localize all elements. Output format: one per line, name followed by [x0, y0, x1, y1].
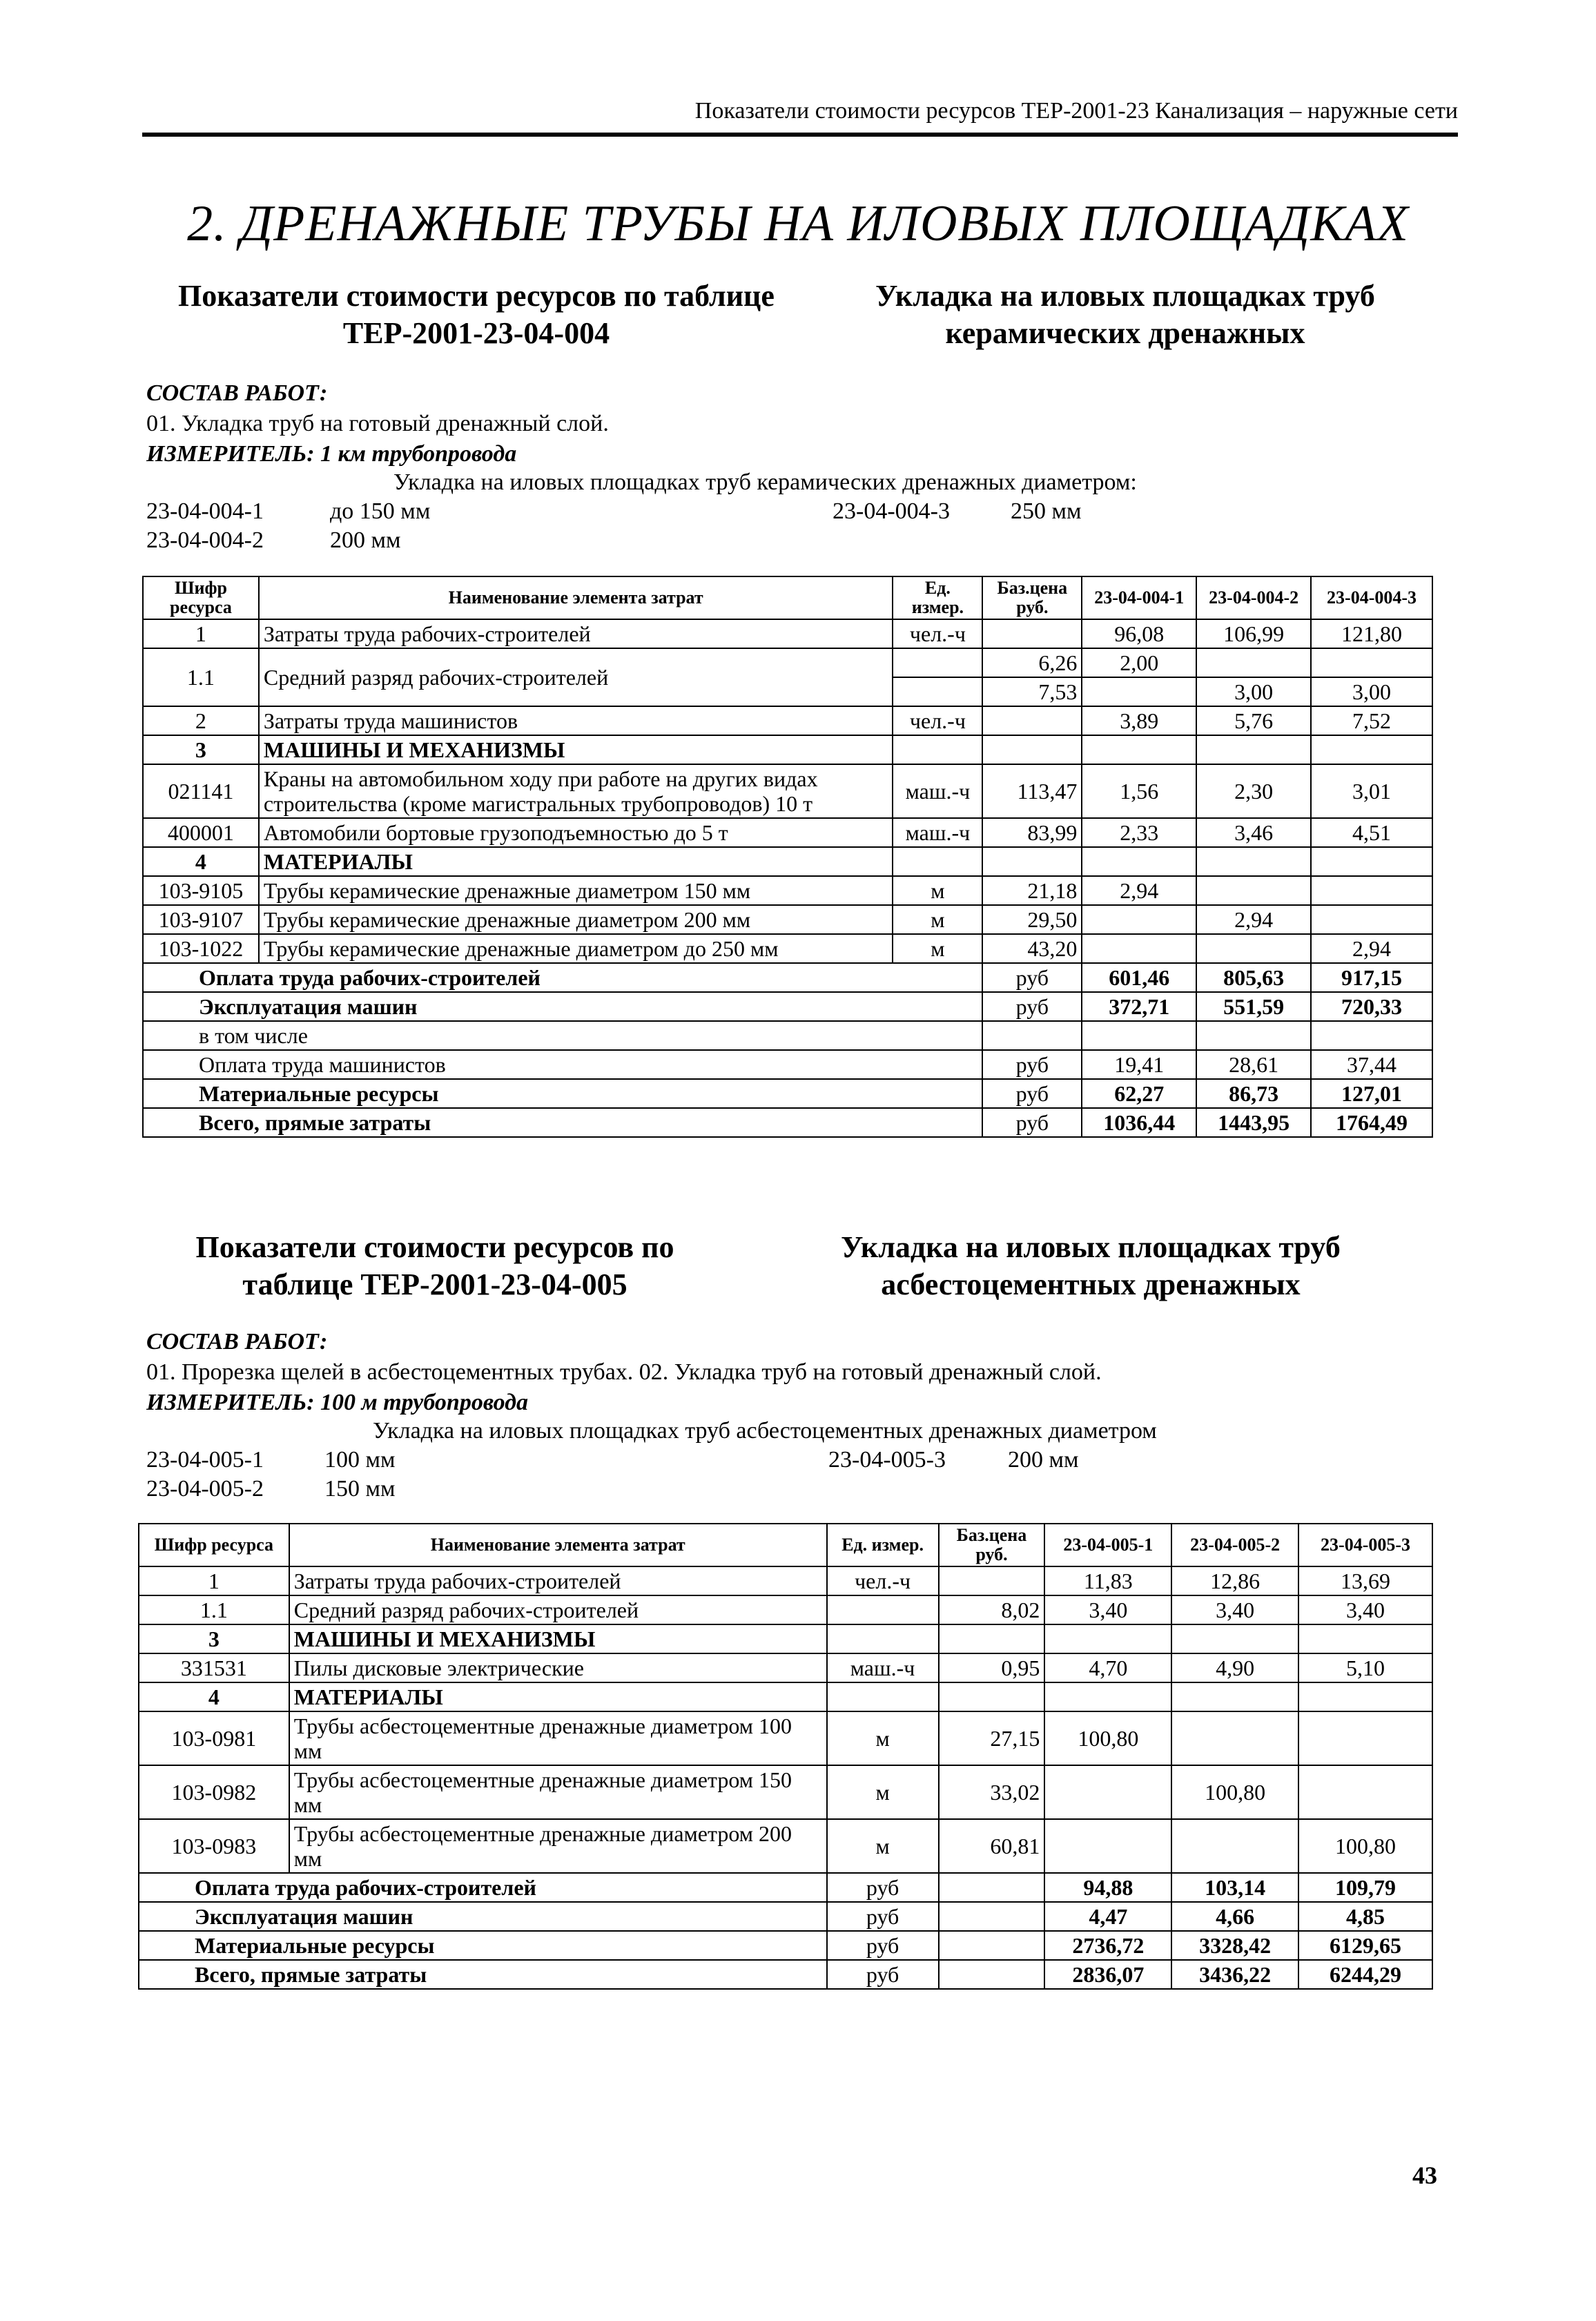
- cell-name: Затраты труда машинистов: [259, 706, 893, 735]
- table-header-row: [143, 576, 1432, 619]
- cell-value: [1196, 847, 1311, 876]
- table-row: [139, 1595, 1432, 1624]
- col-header: Баз.цена руб.: [982, 576, 1082, 619]
- cell-value: 3,46: [1196, 818, 1311, 847]
- variant-caption: Укладка на иловых площадках труб керамических дренажных диаметром:: [393, 469, 1137, 495]
- cell-name: Трубы керамические дренажные диаметром 200 мм: [259, 905, 893, 934]
- cell-value: [1171, 1819, 1298, 1873]
- cell-name: Затраты труда рабочих-строителей: [259, 619, 893, 648]
- col-header: Ед. измер.: [893, 576, 982, 619]
- col-header: 23-04-005-2: [1171, 1524, 1298, 1566]
- cell-name: МАШИНЫ И МЕХАНИЗМЫ: [259, 735, 893, 764]
- total-value: 19,41: [1082, 1050, 1196, 1079]
- work-title-2: [815, 1229, 1367, 1303]
- total-value: 127,01: [1311, 1079, 1432, 1108]
- table-ref-line: таблице ТЕР-2001-23-04-005: [242, 1268, 627, 1301]
- cell-unit: [827, 1624, 939, 1653]
- total-price: [939, 1873, 1045, 1902]
- cell-value: [1298, 1624, 1432, 1653]
- col-header: 23-04-004-1: [1082, 576, 1196, 619]
- total-value: 28,61: [1196, 1050, 1311, 1079]
- cell-value: 3,40: [1298, 1595, 1432, 1624]
- total-value: 1443,95: [1196, 1108, 1311, 1137]
- table-row: [139, 1566, 1432, 1595]
- cell-value: [1082, 735, 1196, 764]
- cell-price: [982, 847, 1082, 876]
- col-header: Наименование элемента затрат: [289, 1524, 827, 1566]
- total-label: Оплата труда рабочих-строителей: [139, 1873, 827, 1902]
- cell-value: [1082, 905, 1196, 934]
- work-description-1: [146, 378, 609, 469]
- total-label: Оплата труда машинистов: [143, 1050, 982, 1079]
- cell-value: 100,80: [1298, 1819, 1432, 1873]
- cell-price: 113,47: [982, 764, 1082, 818]
- variant-code: 23-04-004-2: [146, 527, 264, 553]
- cell-value: [1311, 847, 1432, 876]
- cell-value: [1311, 876, 1432, 905]
- cell-price: 43,20: [982, 934, 1082, 963]
- cell-value: 3,40: [1044, 1595, 1171, 1624]
- cell-price: 21,18: [982, 876, 1082, 905]
- cell-name: Средний разряд рабочих-строителей: [259, 648, 893, 706]
- measure-unit: ИЗМЕРИТЕЛЬ: 1 км трубопровода: [146, 441, 517, 467]
- work-title-line: Укладка на иловых площадках труб: [841, 1230, 1341, 1264]
- cell-value: 3,00: [1311, 677, 1432, 706]
- cell-value: [1044, 1682, 1171, 1711]
- cell-code: 103-9105: [143, 876, 259, 905]
- cell-name: Средний разряд рабочих-строителей: [289, 1595, 827, 1624]
- cell-value: [1171, 1682, 1298, 1711]
- total-unit: [982, 1021, 1082, 1050]
- cell-name: Автомобили бортовые грузоподъемностью до 5 т: [259, 818, 893, 847]
- total-value: 4,85: [1298, 1902, 1432, 1931]
- cell-value: 5,10: [1298, 1653, 1432, 1682]
- cell-code: 1: [143, 619, 259, 648]
- variant-size: 250 мм: [1011, 498, 1082, 524]
- cell-value: 2,30: [1196, 764, 1311, 818]
- cell-code: 2: [143, 706, 259, 735]
- total-value: 720,33: [1311, 992, 1432, 1021]
- variant-size: 200 мм: [1008, 1447, 1079, 1473]
- work-title-line: Укладка на иловых площадках труб: [875, 279, 1375, 313]
- cell-value: 2,94: [1082, 876, 1196, 905]
- cell-value: [1196, 735, 1311, 764]
- totals-row: [139, 1873, 1432, 1902]
- cell-unit: маш.-ч: [827, 1653, 939, 1682]
- cell-price: 7,53: [982, 677, 1082, 706]
- totals-row: [143, 992, 1432, 1021]
- table-row: [139, 1682, 1432, 1711]
- cell-name: Затраты труда рабочих-строителей: [289, 1566, 827, 1595]
- cell-unit: м: [827, 1711, 939, 1765]
- cell-code: 1.1: [143, 648, 259, 706]
- col-header: 23-04-005-3: [1298, 1524, 1432, 1566]
- cell-value: 3,40: [1171, 1595, 1298, 1624]
- cell-unit: маш.-ч: [893, 818, 982, 847]
- total-value: 94,88: [1044, 1873, 1171, 1902]
- total-value: 601,46: [1082, 963, 1196, 992]
- variant-code: 23-04-005-3: [828, 1447, 946, 1473]
- total-value: 109,79: [1298, 1873, 1432, 1902]
- col-header: 23-04-004-3: [1311, 576, 1432, 619]
- total-value: 1764,49: [1311, 1108, 1432, 1137]
- total-value: [1196, 1021, 1311, 1050]
- cell-unit: чел.-ч: [827, 1566, 939, 1595]
- total-label: Всего, прямые затраты: [143, 1108, 982, 1137]
- total-value: 4,47: [1044, 1902, 1171, 1931]
- cell-unit: м: [827, 1819, 939, 1873]
- table-row: [143, 818, 1432, 847]
- total-unit: руб: [827, 1960, 939, 1989]
- col-header: Ед. измер.: [827, 1524, 939, 1566]
- cell-value: [1171, 1711, 1298, 1765]
- table-row: [139, 1765, 1432, 1819]
- cell-value: 4,51: [1311, 818, 1432, 847]
- col-header: Шифр ресурса: [139, 1524, 289, 1566]
- total-value: 3328,42: [1171, 1931, 1298, 1960]
- work-label: СОСТАВ РАБОТ:: [146, 380, 328, 406]
- totals-row: [139, 1960, 1432, 1989]
- cell-price: [939, 1566, 1045, 1595]
- cell-unit: м: [893, 905, 982, 934]
- totals-row: [143, 1108, 1432, 1137]
- total-value: 3436,22: [1171, 1960, 1298, 1989]
- variant-size: 200 мм: [330, 527, 401, 553]
- cell-unit: м: [893, 934, 982, 963]
- total-value: 103,14: [1171, 1873, 1298, 1902]
- variant-caption: Укладка на иловых площадках труб асбестоцементных дренажных диаметром: [373, 1418, 1157, 1444]
- variant-size: 150 мм: [324, 1476, 396, 1502]
- cell-value: 7,52: [1311, 706, 1432, 735]
- total-label: в том числе: [143, 1021, 982, 1050]
- cell-unit: [893, 735, 982, 764]
- table-row: [143, 934, 1432, 963]
- work-title-line: керамических дренажных: [945, 316, 1305, 350]
- table-row: [139, 1624, 1432, 1653]
- cell-code: 103-9107: [143, 905, 259, 934]
- cell-value: [1044, 1819, 1171, 1873]
- cell-name: Трубы керамические дренажные диаметром до 250 мм: [259, 934, 893, 963]
- cell-price: [982, 706, 1082, 735]
- cell-code: 331531: [139, 1653, 289, 1682]
- cell-value: [1082, 677, 1196, 706]
- cell-name: Трубы керамические дренажные диаметром 150 мм: [259, 876, 893, 905]
- cell-code: 103-0981: [139, 1711, 289, 1765]
- cell-price: 33,02: [939, 1765, 1045, 1819]
- total-unit: руб: [982, 963, 1082, 992]
- total-unit: руб: [827, 1873, 939, 1902]
- total-value: 917,15: [1311, 963, 1432, 992]
- table-ref-title-2: [152, 1229, 718, 1303]
- cell-value: 2,33: [1082, 818, 1196, 847]
- table-row: [143, 764, 1432, 818]
- cell-value: [1196, 934, 1311, 963]
- cell-value: 1,56: [1082, 764, 1196, 818]
- cell-code: 021141: [143, 764, 259, 818]
- cell-value: [1311, 648, 1432, 677]
- cell-code: 3: [139, 1624, 289, 1653]
- cell-value: 96,08: [1082, 619, 1196, 648]
- table-row: [143, 905, 1432, 934]
- table-header-row: [139, 1524, 1432, 1566]
- work-text: 01. Прорезка щелей в асбестоцементных трубах. 02. Укладка труб на готовый дренажный слой.: [146, 1359, 1102, 1385]
- col-header: Баз.цена руб.: [939, 1524, 1045, 1566]
- table-row: [143, 735, 1432, 764]
- cell-price: 0,95: [939, 1653, 1045, 1682]
- variant-code: 23-04-004-3: [833, 498, 950, 524]
- total-value: [1311, 1021, 1432, 1050]
- cell-code: 4: [143, 847, 259, 876]
- total-label: Материальные ресурсы: [143, 1079, 982, 1108]
- cell-value: 2,94: [1196, 905, 1311, 934]
- total-label: Эксплуатация машин: [143, 992, 982, 1021]
- cell-price: [982, 619, 1082, 648]
- total-unit: руб: [982, 1108, 1082, 1137]
- cell-value: [1311, 735, 1432, 764]
- total-unit: руб: [827, 1931, 939, 1960]
- cell-unit: м: [827, 1765, 939, 1819]
- variant-code: 23-04-005-1: [146, 1447, 264, 1473]
- cell-code: 1.1: [139, 1595, 289, 1624]
- cell-name: МАШИНЫ И МЕХАНИЗМЫ: [289, 1624, 827, 1653]
- section-title: 2. ДРЕНАЖНЫЕ ТРУБЫ НА ИЛОВЫХ ПЛОЩАДКАХ: [187, 195, 1409, 252]
- total-value: 2736,72: [1044, 1931, 1171, 1960]
- table-ref-title-1: [152, 278, 801, 352]
- variant-code: 23-04-005-2: [146, 1476, 264, 1502]
- cell-code: 3: [143, 735, 259, 764]
- total-value: 86,73: [1196, 1079, 1311, 1108]
- running-header: Показатели стоимости ресурсов ТЕР-2001-23 Канализация – наружные сети: [694, 98, 1458, 124]
- cell-name: Краны на автомобильном ходу при работе на других видах строительства (кроме магистральных трубопроводов) 10 т: [259, 764, 893, 818]
- work-title-line: асбестоцементных дренажных: [881, 1268, 1301, 1301]
- cell-unit: [893, 677, 982, 706]
- cell-value: 2,00: [1082, 648, 1196, 677]
- total-price: [939, 1931, 1045, 1960]
- table-row: [143, 706, 1432, 735]
- table-row: [143, 876, 1432, 905]
- total-value: 62,27: [1082, 1079, 1196, 1108]
- cell-value: 13,69: [1298, 1566, 1432, 1595]
- cell-name: Трубы асбестоцементные дренажные диаметром 200 мм: [289, 1819, 827, 1873]
- totals-row: [143, 963, 1432, 992]
- table-row: [143, 619, 1432, 648]
- cell-code: 400001: [143, 818, 259, 847]
- total-unit: руб: [982, 1050, 1082, 1079]
- col-header: Наименование элемента затрат: [259, 576, 893, 619]
- work-label: СОСТАВ РАБОТ:: [146, 1329, 328, 1354]
- cell-value: [1196, 876, 1311, 905]
- cell-unit: [827, 1682, 939, 1711]
- total-value: 6244,29: [1298, 1960, 1432, 1989]
- cell-price: 60,81: [939, 1819, 1045, 1873]
- cell-price: [939, 1682, 1045, 1711]
- cell-code: 103-0982: [139, 1765, 289, 1819]
- total-label: Оплата труда рабочих-строителей: [143, 963, 982, 992]
- cell-code: 103-1022: [143, 934, 259, 963]
- totals-row: [139, 1931, 1432, 1960]
- cell-code: 4: [139, 1682, 289, 1711]
- variant-size: до 150 мм: [330, 498, 431, 524]
- cell-unit: чел.-ч: [893, 619, 982, 648]
- variant-code: 23-04-004-1: [146, 498, 264, 524]
- total-price: [939, 1902, 1045, 1931]
- cell-price: [939, 1624, 1045, 1653]
- cell-value: [1298, 1682, 1432, 1711]
- cell-value: 3,00: [1196, 677, 1311, 706]
- cell-value: 11,83: [1044, 1566, 1171, 1595]
- table-row: [139, 1819, 1432, 1873]
- table-row: [139, 1711, 1432, 1765]
- table-row: [143, 847, 1432, 876]
- cell-value: 3,89: [1082, 706, 1196, 735]
- cell-unit: [827, 1595, 939, 1624]
- cell-value: 4,70: [1044, 1653, 1171, 1682]
- cell-unit: [893, 847, 982, 876]
- cell-value: [1311, 905, 1432, 934]
- cell-value: [1196, 648, 1311, 677]
- cell-value: 5,76: [1196, 706, 1311, 735]
- page-number: 43: [1412, 2162, 1437, 2189]
- cell-price: 27,15: [939, 1711, 1045, 1765]
- cell-code: 1: [139, 1566, 289, 1595]
- total-value: 372,71: [1082, 992, 1196, 1021]
- cell-value: [1298, 1711, 1432, 1765]
- work-title-1: [849, 278, 1401, 352]
- total-label: Эксплуатация машин: [139, 1902, 827, 1931]
- cell-code: 103-0983: [139, 1819, 289, 1873]
- col-header: 23-04-004-2: [1196, 576, 1311, 619]
- total-value: 551,59: [1196, 992, 1311, 1021]
- cell-name: Пилы дисковые электрические: [289, 1653, 827, 1682]
- resource-table-1: [142, 576, 1433, 1138]
- work-text: 01. Укладка труб на готовый дренажный слой.: [146, 411, 609, 436]
- totals-row: [143, 1050, 1432, 1079]
- measure-unit: ИЗМЕРИТЕЛЬ: 100 м трубопровода: [146, 1390, 528, 1415]
- cell-unit: маш.-ч: [893, 764, 982, 818]
- cell-value: [1044, 1765, 1171, 1819]
- table-row: [143, 648, 1432, 677]
- cell-unit: м: [893, 876, 982, 905]
- total-value: [1082, 1021, 1196, 1050]
- variant-size: 100 мм: [324, 1447, 396, 1473]
- cell-unit: [893, 648, 982, 677]
- cell-value: 106,99: [1196, 619, 1311, 648]
- cell-name: Трубы асбестоцементные дренажные диаметром 150 мм: [289, 1765, 827, 1819]
- cell-value: 121,80: [1311, 619, 1432, 648]
- cell-name: МАТЕРИАЛЫ: [289, 1682, 827, 1711]
- cell-price: 29,50: [982, 905, 1082, 934]
- total-unit: руб: [982, 1079, 1082, 1108]
- total-value: 37,44: [1311, 1050, 1432, 1079]
- cell-value: 2,94: [1311, 934, 1432, 963]
- totals-row: [143, 1079, 1432, 1108]
- cell-unit: чел.-ч: [893, 706, 982, 735]
- table-ref-line: Показатели стоимости ресурсов по таблице: [178, 279, 775, 313]
- cell-price: [982, 735, 1082, 764]
- table-row: [139, 1653, 1432, 1682]
- cell-value: [1082, 847, 1196, 876]
- cell-price: 83,99: [982, 818, 1082, 847]
- header-rule: [142, 133, 1458, 137]
- total-label: Всего, прямые затраты: [139, 1960, 827, 1989]
- totals-row: [143, 1021, 1432, 1050]
- col-header: Шифр ресурса: [143, 576, 259, 619]
- cell-name: Трубы асбестоцементные дренажные диаметром 100 мм: [289, 1711, 827, 1765]
- cell-name: МАТЕРИАЛЫ: [259, 847, 893, 876]
- table-ref-line: Показатели стоимости ресурсов по: [195, 1230, 674, 1264]
- cell-value: [1171, 1624, 1298, 1653]
- col-header: 23-04-005-1: [1044, 1524, 1171, 1566]
- total-price: [939, 1960, 1045, 1989]
- total-value: 4,66: [1171, 1902, 1298, 1931]
- cell-value: 100,80: [1171, 1765, 1298, 1819]
- cell-value: 3,01: [1311, 764, 1432, 818]
- total-unit: руб: [982, 992, 1082, 1021]
- total-value: 6129,65: [1298, 1931, 1432, 1960]
- cell-value: [1298, 1765, 1432, 1819]
- table-ref-line: ТЕР-2001-23-04-004: [342, 316, 610, 350]
- cell-value: [1044, 1624, 1171, 1653]
- cell-price: 6,26: [982, 648, 1082, 677]
- total-value: 2836,07: [1044, 1960, 1171, 1989]
- totals-row: [139, 1902, 1432, 1931]
- cell-value: [1082, 934, 1196, 963]
- total-value: 1036,44: [1082, 1108, 1196, 1137]
- total-value: 805,63: [1196, 963, 1311, 992]
- total-label: Материальные ресурсы: [139, 1931, 827, 1960]
- cell-price: 8,02: [939, 1595, 1045, 1624]
- work-description-2: [146, 1327, 1102, 1418]
- resource-table-2: [138, 1523, 1433, 1990]
- cell-value: 12,86: [1171, 1566, 1298, 1595]
- cell-value: 100,80: [1044, 1711, 1171, 1765]
- total-unit: руб: [827, 1902, 939, 1931]
- cell-value: 4,90: [1171, 1653, 1298, 1682]
